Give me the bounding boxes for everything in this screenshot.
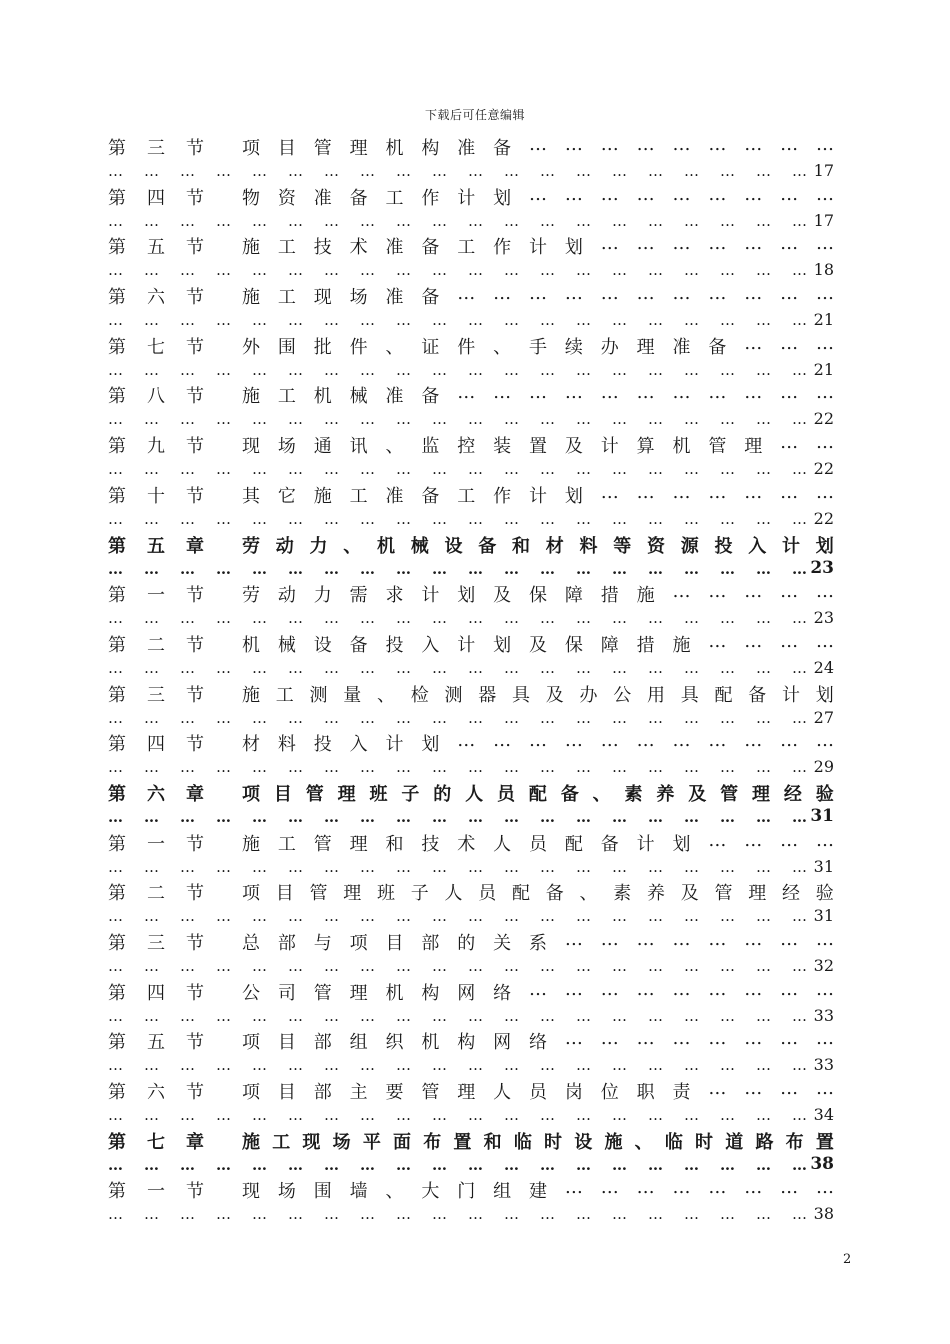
toc-entry-number: 第 一 节 [108, 833, 204, 855]
toc-leader: … … … … … … … … … … … … … … … … … … … … 33 [108, 1005, 834, 1025]
toc-entry-page: 22 [813, 459, 834, 479]
toc-entry-page: 18 [813, 260, 834, 280]
toc-leader: … … … … … … … … … … … … … … … … … … … … 38 [108, 1204, 834, 1224]
toc-entry-page: 32 [813, 956, 834, 975]
toc-entry[interactable] [108, 925, 834, 975]
toc-entry-page: 17 [813, 161, 834, 180]
toc-leader: … … … … … … … … … … … … … … … … … … … … 31 [108, 805, 834, 826]
toc-entry-number: 第 六 节 [108, 1082, 204, 1104]
toc-entry[interactable] [108, 627, 834, 677]
toc-entry-title: 总 部 与 项 目 部 的 关 系 … … … … … … … … [242, 929, 834, 954]
toc-entry-page: 17 [813, 210, 834, 230]
toc-entry-number: 第 三 节 [108, 684, 204, 706]
toc-entry-page: 29 [813, 757, 834, 777]
toc-entry-number: 第 三 节 [108, 933, 204, 954]
toc-entry-number: 第 八 节 [108, 386, 204, 408]
toc-leader: … … … … … … … … … … … … … … … … … … … … 18 [108, 260, 834, 280]
toc-entry-number: 第 四 节 [108, 734, 204, 756]
toc-entry-page: 38 [813, 1204, 834, 1224]
toc-leader: … … … … … … … … … … … … … … … … … … … … 23 [108, 557, 834, 578]
toc-entry-page: 22 [813, 409, 834, 429]
toc-entry-title: 公 司 管 理 机 构 网 络 … … … … … … … … … [242, 978, 834, 1004]
toc-entry-page: 31 [813, 906, 834, 926]
toc-entry-title: 材 料 投 入 计 划 … … … … … … … … … … … [242, 730, 834, 756]
toc-entry-page: 24 [813, 657, 834, 677]
toc-leader: … … … … … … … … … … … … … … … … … … … … 31 [108, 856, 834, 876]
toc-entry-number: 第 五 节 [108, 237, 204, 259]
toc-entry-number: 第 二 节 [108, 634, 204, 656]
toc-entry-title: 劳 动 力 、 机 械 设 备 和 材 料 等 资 源 投 入 计 划 [242, 535, 834, 557]
toc-entry-title: 外 围 批 件 、 证 件 、 手 续 办 理 准 备 … … … [242, 332, 834, 358]
toc-entry[interactable] [108, 428, 834, 478]
toc-entry[interactable] [108, 1124, 834, 1174]
toc-entry-number: 第 四 节 [108, 982, 204, 1004]
toc-leader: … … … … … … … … … … … … … … … … … … … … 17 [108, 210, 834, 230]
toc-entry-number: 第 二 节 [108, 883, 204, 905]
toc-entry[interactable] [108, 826, 834, 876]
toc-entry[interactable] [108, 478, 834, 528]
toc-entry[interactable] [108, 1024, 834, 1074]
toc-entry-title: 施 工 现 场 准 备 … … … … … … … … … … … [242, 283, 834, 309]
toc-entry-title: 施 工 机 械 准 备 … … … … … … … … … … … [242, 382, 834, 408]
toc-entry-number: 第 十 节 [108, 485, 204, 507]
page-header: 下载后可任意编辑 [424, 108, 525, 122]
toc-entry-title: 物 资 准 备 工 作 计 划 … … … … … … … … … [242, 183, 834, 209]
toc-leader: … … … … … … … … … … … … … … … … … … … … 38 [108, 1153, 834, 1174]
toc-entry-title: 机 械 设 备 投 入 计 划 及 保 障 措 施 … … … … [242, 630, 834, 656]
toc-entry[interactable] [108, 1173, 834, 1223]
toc-entry-page: 27 [813, 707, 834, 727]
toc-entry-title: 施 工 管 理 和 技 术 人 员 配 备 计 划 … … … … [242, 829, 834, 855]
toc-entry[interactable] [108, 279, 834, 329]
toc-entry-title: 现 场 通 讯 、 监 控 装 置 及 计 算 机 管 理 … … [242, 432, 834, 458]
toc-leader: … … … … … … … … … … … … … … … … … … … … 27 [108, 707, 834, 727]
toc-entry[interactable] [108, 329, 834, 379]
page-number: 2 [843, 1252, 852, 1267]
toc-entry-page: 21 [813, 359, 834, 379]
toc-entry[interactable] [108, 726, 834, 776]
toc-entry[interactable] [108, 577, 834, 627]
toc-entry[interactable] [108, 229, 834, 279]
toc-entry-title: 项 目 管 理 机 构 准 备 … … … … … … … … … [242, 134, 834, 159]
toc-leader: … … … … … … … … … … … … … … … … … … … … 23 [108, 608, 834, 628]
toc-entry-title: 其 它 施 工 准 备 工 作 计 划 … … … … … … … [242, 481, 834, 507]
toc-entry-title: 项 目 管 理 班 子 的 人 员 配 备 、 素 养 及 管 理 经 验 [242, 783, 834, 805]
toc-entry-number: 第 六 章 [108, 783, 204, 805]
toc-entry-title: 项 目 管 理 班 子 人 员 配 备 、 素 养 及 管 理 经 验 [242, 883, 834, 905]
toc-entry-page: 34 [813, 1105, 834, 1125]
toc-entry-number: 第 一 节 [108, 1181, 204, 1203]
toc-entry-page: 23 [810, 557, 834, 578]
toc-entry-page: 31 [813, 856, 834, 876]
toc-leader: … … … … … … … … … … … … … … … … … … … … 22 [108, 508, 834, 528]
toc-leader: … … … … … … … … … … … … … … … … … … … … 21 [108, 310, 834, 330]
toc-entry-page: 33 [813, 1055, 834, 1075]
toc-leader: … … … … … … … … … … … … … … … … … … … … 17 [108, 161, 834, 180]
toc-entry[interactable] [108, 776, 834, 826]
toc-leader: … … … … … … … … … … … … … … … … … … … … 22 [108, 459, 834, 479]
toc-entry-title: 项 目 部 组 织 机 构 网 络 … … … … … … … … [242, 1028, 834, 1054]
toc-entry-number: 第 七 章 [108, 1131, 204, 1153]
toc-entry-page: 38 [810, 1153, 834, 1174]
toc-entry-title: 项 目 部 主 要 管 理 人 员 岗 位 职 责 … … … … [242, 1078, 834, 1104]
toc-leader: … … … … … … … … … … … … … … … … … … … … 34 [108, 1105, 834, 1125]
toc-entry[interactable] [108, 875, 834, 925]
toc-leader: … … … … … … … … … … … … … … … … … … … … 33 [108, 1055, 834, 1075]
toc-entry[interactable] [108, 528, 834, 578]
toc-entry-page: 21 [813, 310, 834, 330]
toc-entry[interactable] [108, 1074, 834, 1124]
toc-entry-page: 33 [813, 1005, 834, 1025]
table-of-contents [108, 130, 834, 1223]
toc-entry-number: 第 七 节 [108, 336, 204, 358]
toc-entry-title: 现 场 围 墙 、 大 门 组 建 … … … … … … … … [242, 1177, 834, 1203]
toc-entry[interactable] [108, 677, 834, 727]
toc-leader: … … … … … … … … … … … … … … … … … … … … 32 [108, 956, 834, 975]
toc-entry-number: 第 三 节 [108, 138, 204, 159]
toc-entry-page: 31 [810, 805, 834, 826]
toc-entry-number: 第 一 节 [108, 585, 204, 607]
toc-leader: … … … … … … … … … … … … … … … … … … … … 22 [108, 409, 834, 429]
toc-entry-number: 第 五 节 [108, 1032, 204, 1054]
toc-entry-page: 22 [813, 508, 834, 528]
toc-entry-title: 施 工 技 术 准 备 工 作 计 划 … … … … … … … [242, 233, 834, 259]
toc-leader: … … … … … … … … … … … … … … … … … … … … 24 [108, 657, 834, 677]
toc-entry-number: 第 四 节 [108, 187, 204, 209]
toc-entry-page: 23 [813, 608, 834, 628]
toc-entry[interactable] [108, 130, 834, 180]
toc-leader: … … … … … … … … … … … … … … … … … … … … 21 [108, 359, 834, 379]
toc-entry-number: 第 六 节 [108, 287, 204, 309]
toc-entry[interactable] [108, 180, 834, 230]
toc-entry-number: 第 九 节 [108, 436, 204, 458]
toc-entry[interactable] [108, 378, 834, 428]
toc-entry-title: 劳 动 力 需 求 计 划 及 保 障 措 施 … … … … … [242, 581, 834, 607]
toc-entry-number: 第 五 章 [108, 535, 204, 557]
toc-leader: … … … … … … … … … … … … … … … … … … … … 31 [108, 906, 834, 926]
toc-entry[interactable] [108, 975, 834, 1025]
toc-leader: … … … … … … … … … … … … … … … … … … … … 29 [108, 757, 834, 777]
toc-entry-title: 施 工 现 场 平 面 布 置 和 临 时 设 施 、 临 时 道 路 布 置 [242, 1131, 834, 1153]
toc-entry-title: 施 工 测 量 、 检 测 器 具 及 办 公 用 具 配 备 计 划 [242, 684, 834, 706]
